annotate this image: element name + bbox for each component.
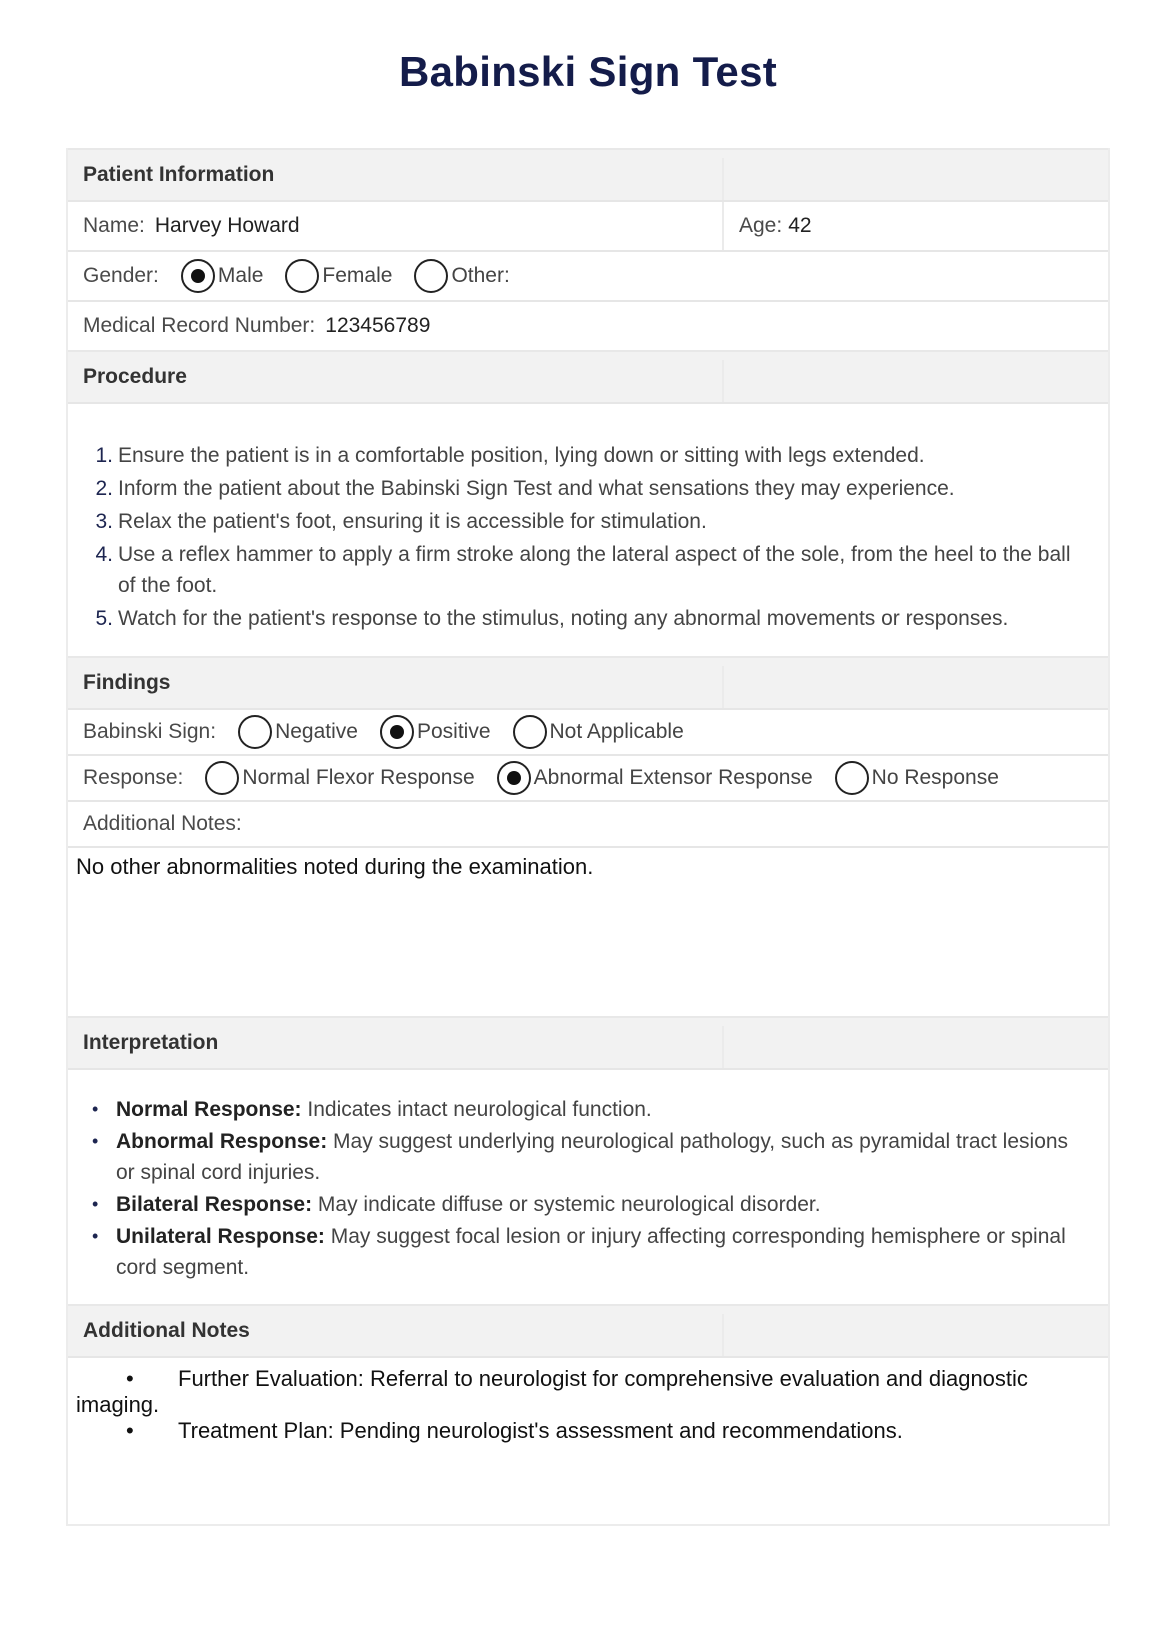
radio-icon[interactable] bbox=[414, 259, 448, 293]
response-label: Response: bbox=[83, 766, 184, 789]
findings-notes-label: Additional Notes: bbox=[83, 812, 242, 835]
response-row bbox=[68, 754, 1108, 800]
procedure-step: 2. Inform the patient about the Babinski Sign Test and what sensations they may experience. bbox=[95, 477, 955, 500]
bullet-icon: • bbox=[92, 1226, 99, 1246]
mrn-value[interactable]: 123456789 bbox=[325, 314, 431, 337]
interpretation-item: • Unilateral Response: May suggest focal lesion or injury affecting corresponding hemisphere or spinal cord segment. bbox=[88, 1221, 1088, 1283]
procedure-step: 3. Relax the patient's foot, ensuring it is accessible for stimulation. bbox=[95, 510, 707, 533]
radio-selected-dot-icon bbox=[507, 771, 521, 785]
babinski-sign-radio-group bbox=[216, 715, 684, 749]
response-option-normal-flexor[interactable]: Normal Flexor Response bbox=[205, 761, 474, 795]
findings-notes-field[interactable]: No other abnormalities noted during the examination. bbox=[68, 846, 1108, 1016]
radio-selected-dot-icon bbox=[191, 269, 205, 283]
babinski-sign-label: Babinski Sign: bbox=[83, 720, 217, 743]
section-header-patient-information bbox=[68, 148, 1108, 200]
gender-option-other[interactable]: Other: bbox=[414, 259, 509, 293]
name-label: Name: bbox=[83, 214, 145, 237]
bullet-icon: • bbox=[92, 1131, 99, 1151]
additional-notes-field[interactable] bbox=[68, 1356, 1108, 1524]
babinski-option-not-applicable[interactable]: Not Applicable bbox=[513, 715, 684, 749]
gender-option-female[interactable]: Female bbox=[285, 259, 392, 293]
section-title: Interpretation bbox=[83, 1031, 219, 1054]
radio-icon[interactable] bbox=[835, 761, 869, 795]
procedure-step: 5. Watch for the patient's response to the stimulus, noting any abnormal movements or responses. bbox=[95, 607, 1009, 630]
mrn-label: Medical Record Number: bbox=[83, 314, 316, 337]
section-header-interpretation bbox=[68, 1016, 1108, 1068]
babinski-sign-row bbox=[68, 708, 1108, 754]
interpretation-item: • Abnormal Response: May suggest underlying neurological pathology, such as pyramidal tract lesions or spinal cord injuries. bbox=[88, 1126, 1088, 1188]
procedure-step: 1. Ensure the patient is in a comfortable position, lying down or sitting with legs extended. bbox=[95, 444, 925, 467]
bullet-icon: • bbox=[126, 1418, 134, 1443]
section-title: Patient Information bbox=[83, 163, 275, 186]
gender-option-male[interactable]: Male bbox=[181, 259, 264, 293]
radio-icon[interactable] bbox=[380, 715, 414, 749]
age-field[interactable] bbox=[724, 202, 1108, 250]
radio-icon[interactable] bbox=[497, 761, 531, 795]
gender-label: Gender: bbox=[83, 264, 159, 287]
name-age-row bbox=[68, 200, 1108, 250]
gender-radio-group bbox=[159, 259, 510, 293]
babinski-option-positive[interactable]: Positive bbox=[380, 715, 491, 749]
response-radio-group bbox=[183, 761, 999, 795]
bullet-icon: • bbox=[126, 1366, 134, 1391]
babinski-option-negative[interactable]: Negative bbox=[238, 715, 358, 749]
additional-note-item: • Treatment Plan: Pending neurologist's assessment and recommendations. bbox=[126, 1418, 903, 1443]
radio-icon[interactable] bbox=[238, 715, 272, 749]
mrn-row[interactable] bbox=[68, 300, 1108, 350]
response-option-no-response[interactable]: No Response bbox=[835, 761, 999, 795]
response-option-abnormal-extensor[interactable]: Abnormal Extensor Response bbox=[497, 761, 813, 795]
radio-icon[interactable] bbox=[513, 715, 547, 749]
radio-icon[interactable] bbox=[205, 761, 239, 795]
page-title: Babinski Sign Test bbox=[398, 48, 778, 95]
name-value[interactable]: Harvey Howard bbox=[154, 214, 300, 237]
interpretation-list bbox=[68, 1068, 1108, 1304]
bullet-icon: • bbox=[92, 1099, 99, 1119]
section-title: Procedure bbox=[83, 365, 187, 388]
interpretation-item: • Bilateral Response: May indicate diffuse or systemic neurological disorder. bbox=[88, 1189, 1088, 1220]
section-header-additional-notes bbox=[68, 1304, 1108, 1356]
section-title: Additional Notes bbox=[83, 1319, 250, 1342]
babinski-form bbox=[66, 148, 1110, 1526]
radio-icon[interactable] bbox=[285, 259, 319, 293]
section-title: Findings bbox=[83, 671, 171, 694]
radio-selected-dot-icon bbox=[390, 725, 404, 739]
findings-notes-label-row bbox=[68, 800, 1108, 846]
section-header-procedure bbox=[68, 350, 1108, 402]
age-value[interactable]: 42 bbox=[788, 214, 812, 237]
procedure-step: 4. Use a reflex hammer to apply a firm stroke along the lateral aspect of the sole, from the heel to the ball of the foot. bbox=[95, 543, 1071, 597]
gender-row bbox=[68, 250, 1108, 300]
age-label: Age: bbox=[739, 214, 783, 237]
additional-note-item: • Further Evaluation: Referral to neurologist for comprehensive evaluation and diagnostic imaging. bbox=[76, 1366, 1028, 1417]
name-field[interactable] bbox=[68, 202, 724, 250]
interpretation-item: • Normal Response: Indicates intact neurological function. bbox=[88, 1094, 1088, 1125]
section-header-findings bbox=[68, 656, 1108, 708]
radio-icon[interactable] bbox=[181, 259, 215, 293]
bullet-icon: • bbox=[92, 1194, 99, 1214]
procedure-steps bbox=[68, 402, 1108, 656]
